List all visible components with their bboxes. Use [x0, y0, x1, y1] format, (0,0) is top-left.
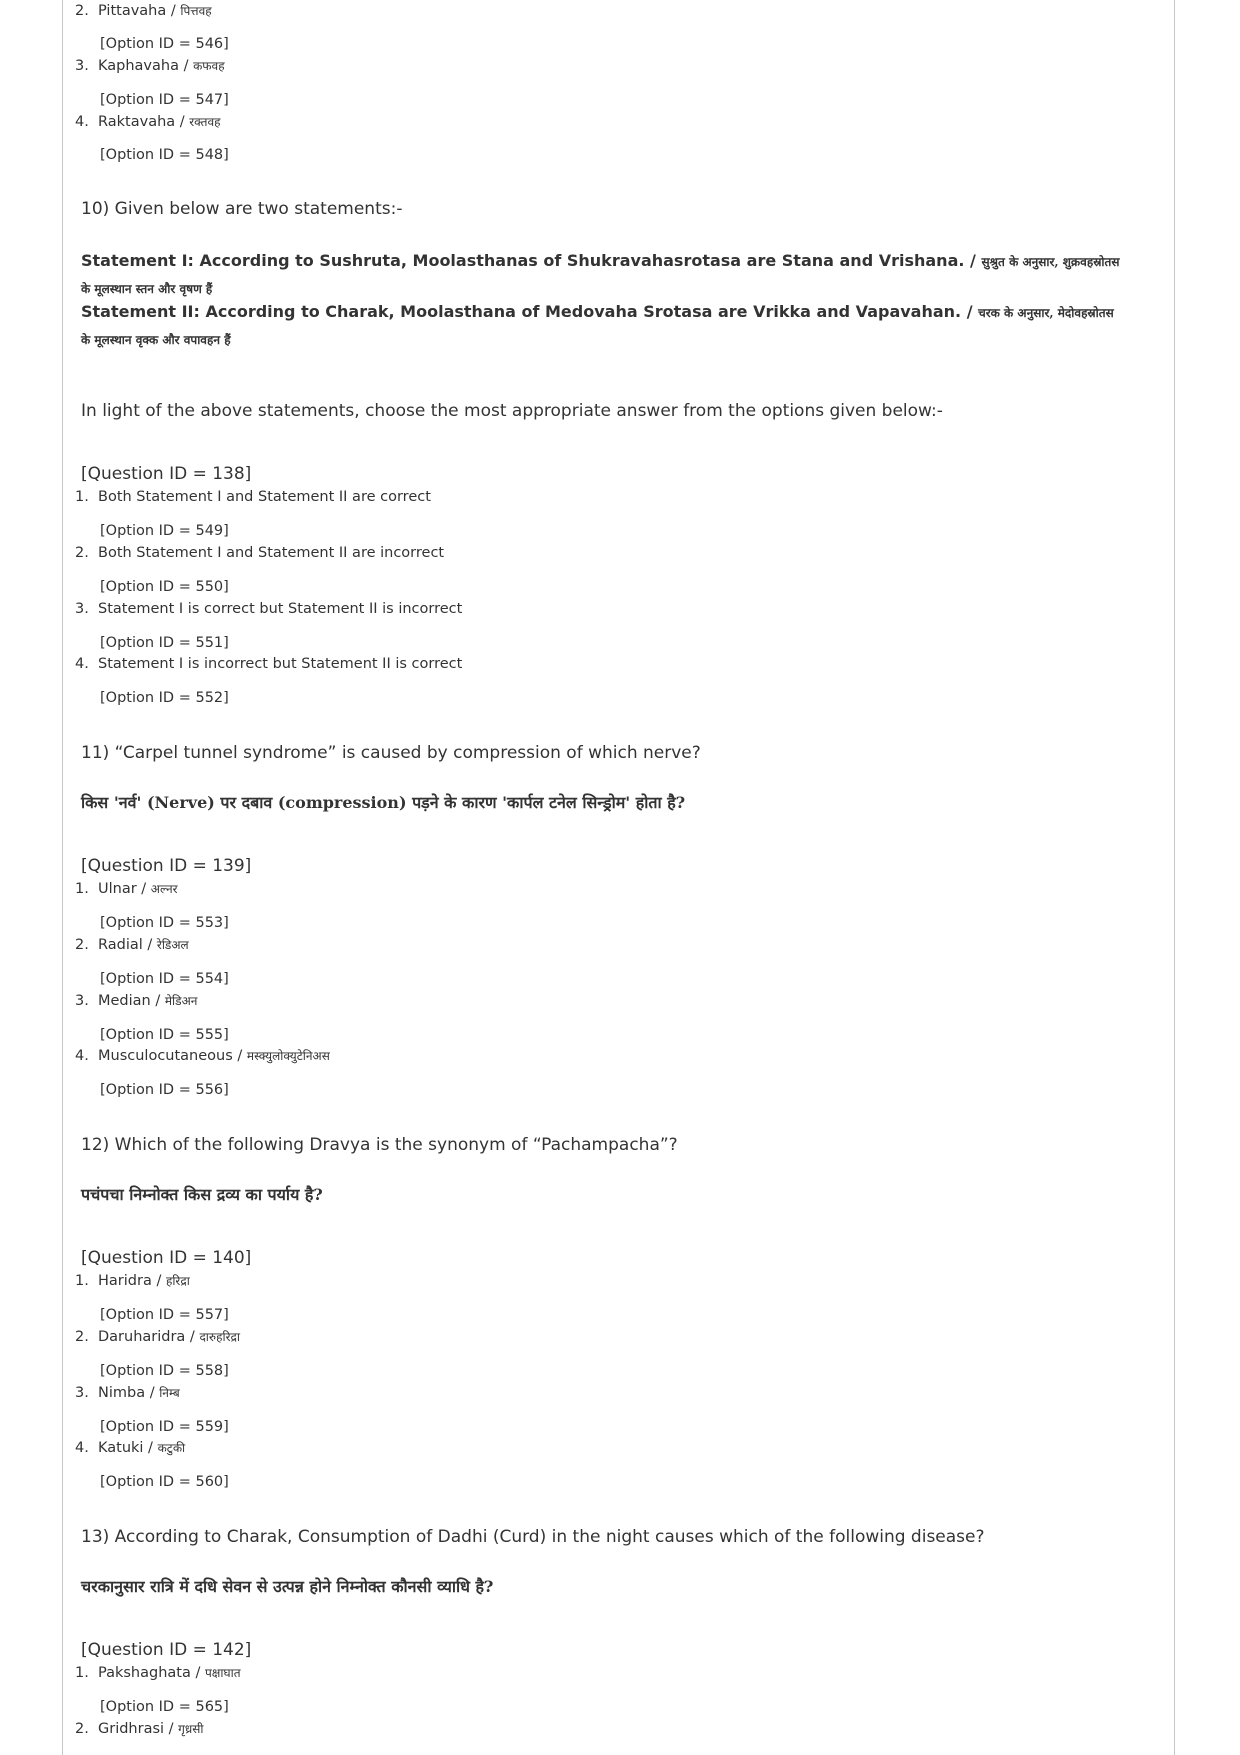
option-id: [Option ID = 549] [100, 523, 229, 539]
option-id: [Option ID = 554] [100, 971, 229, 987]
statement-2: Statement II: According to Charak, Moolasthana of Medovaha Srotasa are Vrikka and Vapavahan. / चरक के अनुसार, मेदोवहस्रोतस के मूलस्थान वृक्क और वपावहन हैं [81, 302, 1114, 347]
option-q13-2[interactable]: 2. Gridhrasi / गृध्रसी [75, 1721, 204, 1737]
option-id: [Option ID = 557] [100, 1307, 229, 1323]
option-id: [Option ID = 552] [100, 690, 229, 706]
option-q10-1[interactable]: 1. Both Statement I and Statement II are correct [75, 489, 431, 505]
question-10-heading: 10) Given below are two statements:- [81, 199, 403, 219]
question-13-heading: 13) According to Charak, Consumption of Dadhi (Curd) in the night causes which of the following disease? [81, 1527, 985, 1547]
option-id: [Option ID = 555] [100, 1027, 229, 1043]
question-11-heading: 11) “Carpel tunnel syndrome” is caused by compression of which nerve? [81, 743, 701, 763]
question-11-hindi: किस 'नर्व' (Nerve) पर दबाव (compression) पड़ने के कारण 'कार्पल टनेल सिन्ड्रोम' होता है? [81, 793, 686, 812]
question-id: [Question ID = 138] [81, 464, 252, 484]
option-q12-1[interactable]: 1. Haridra / हरिद्रा [75, 1273, 190, 1289]
option-q11-1[interactable]: 1. Ulnar / अल्नर [75, 881, 178, 897]
option-id: [Option ID = 548] [100, 147, 229, 163]
question-10-instruction: In light of the above statements, choose the most appropriate answer from the options given below:- [81, 401, 943, 421]
option-q11-2[interactable]: 2. Radial / रेडिअल [75, 937, 189, 953]
statement-1: Statement I: According to Sushruta, Moolasthanas of Shukravahasrotasa are Stana and Vrishana. / सुश्रुत के अनुसार, शुक्रवहस्रोतस के मूलस्थान स्तन और वृषण हैं [81, 251, 1120, 296]
option-id: [Option ID = 550] [100, 579, 229, 595]
option-id: [Option ID = 547] [100, 92, 229, 108]
option-id: [Option ID = 565] [100, 1699, 229, 1715]
option-q12-4[interactable]: 4. Katuki / कटुकी [75, 1440, 186, 1456]
question-13-hindi: चरकानुसार रात्रि में दधि सेवन से उत्पन्न होने निम्नोक्त कौनसी व्याधि है? [81, 1577, 494, 1596]
option-id: [Option ID = 560] [100, 1474, 229, 1490]
option-q12-3[interactable]: 3. Nimba / निम्ब [75, 1385, 180, 1401]
question-id: [Question ID = 140] [81, 1248, 252, 1268]
option-q9-3[interactable]: 3. Kaphavaha / कफवह [75, 58, 225, 74]
question-id: [Question ID = 142] [81, 1640, 252, 1660]
question-id: [Question ID = 139] [81, 856, 252, 876]
option-q11-4[interactable]: 4. Musculocutaneous / मस्क्युलोक्युटेनिअस [75, 1048, 330, 1064]
option-id: [Option ID = 559] [100, 1419, 229, 1435]
option-q11-3[interactable]: 3. Median / मेडिअन [75, 993, 198, 1009]
option-q10-4[interactable]: 4. Statement I is incorrect but Statement II is correct [75, 656, 463, 672]
option-q10-3[interactable]: 3. Statement I is correct but Statement II is incorrect [75, 601, 463, 617]
option-id: [Option ID = 556] [100, 1082, 229, 1098]
question-12-hindi: पचंपचा निम्नोक्त किस द्रव्य का पर्याय है? [81, 1185, 323, 1204]
option-id: [Option ID = 553] [100, 915, 229, 931]
option-q10-2[interactable]: 2. Both Statement I and Statement II are incorrect [75, 545, 445, 561]
question-12-heading: 12) Which of the following Dravya is the synonym of “Pachampacha”? [81, 1135, 678, 1155]
option-q13-1[interactable]: 1. Pakshaghata / पक्षाघात [75, 1665, 241, 1681]
option-q9-2[interactable]: 2. Pittavaha / पित्तवह [75, 3, 212, 19]
option-q12-2[interactable]: 2. Daruharidra / दारुहरिद्रा [75, 1329, 240, 1345]
option-id: [Option ID = 551] [100, 635, 229, 651]
option-id: [Option ID = 558] [100, 1363, 229, 1379]
option-q9-4[interactable]: 4. Raktavaha / रक्तवह [75, 114, 221, 130]
option-id: [Option ID = 546] [100, 36, 229, 52]
